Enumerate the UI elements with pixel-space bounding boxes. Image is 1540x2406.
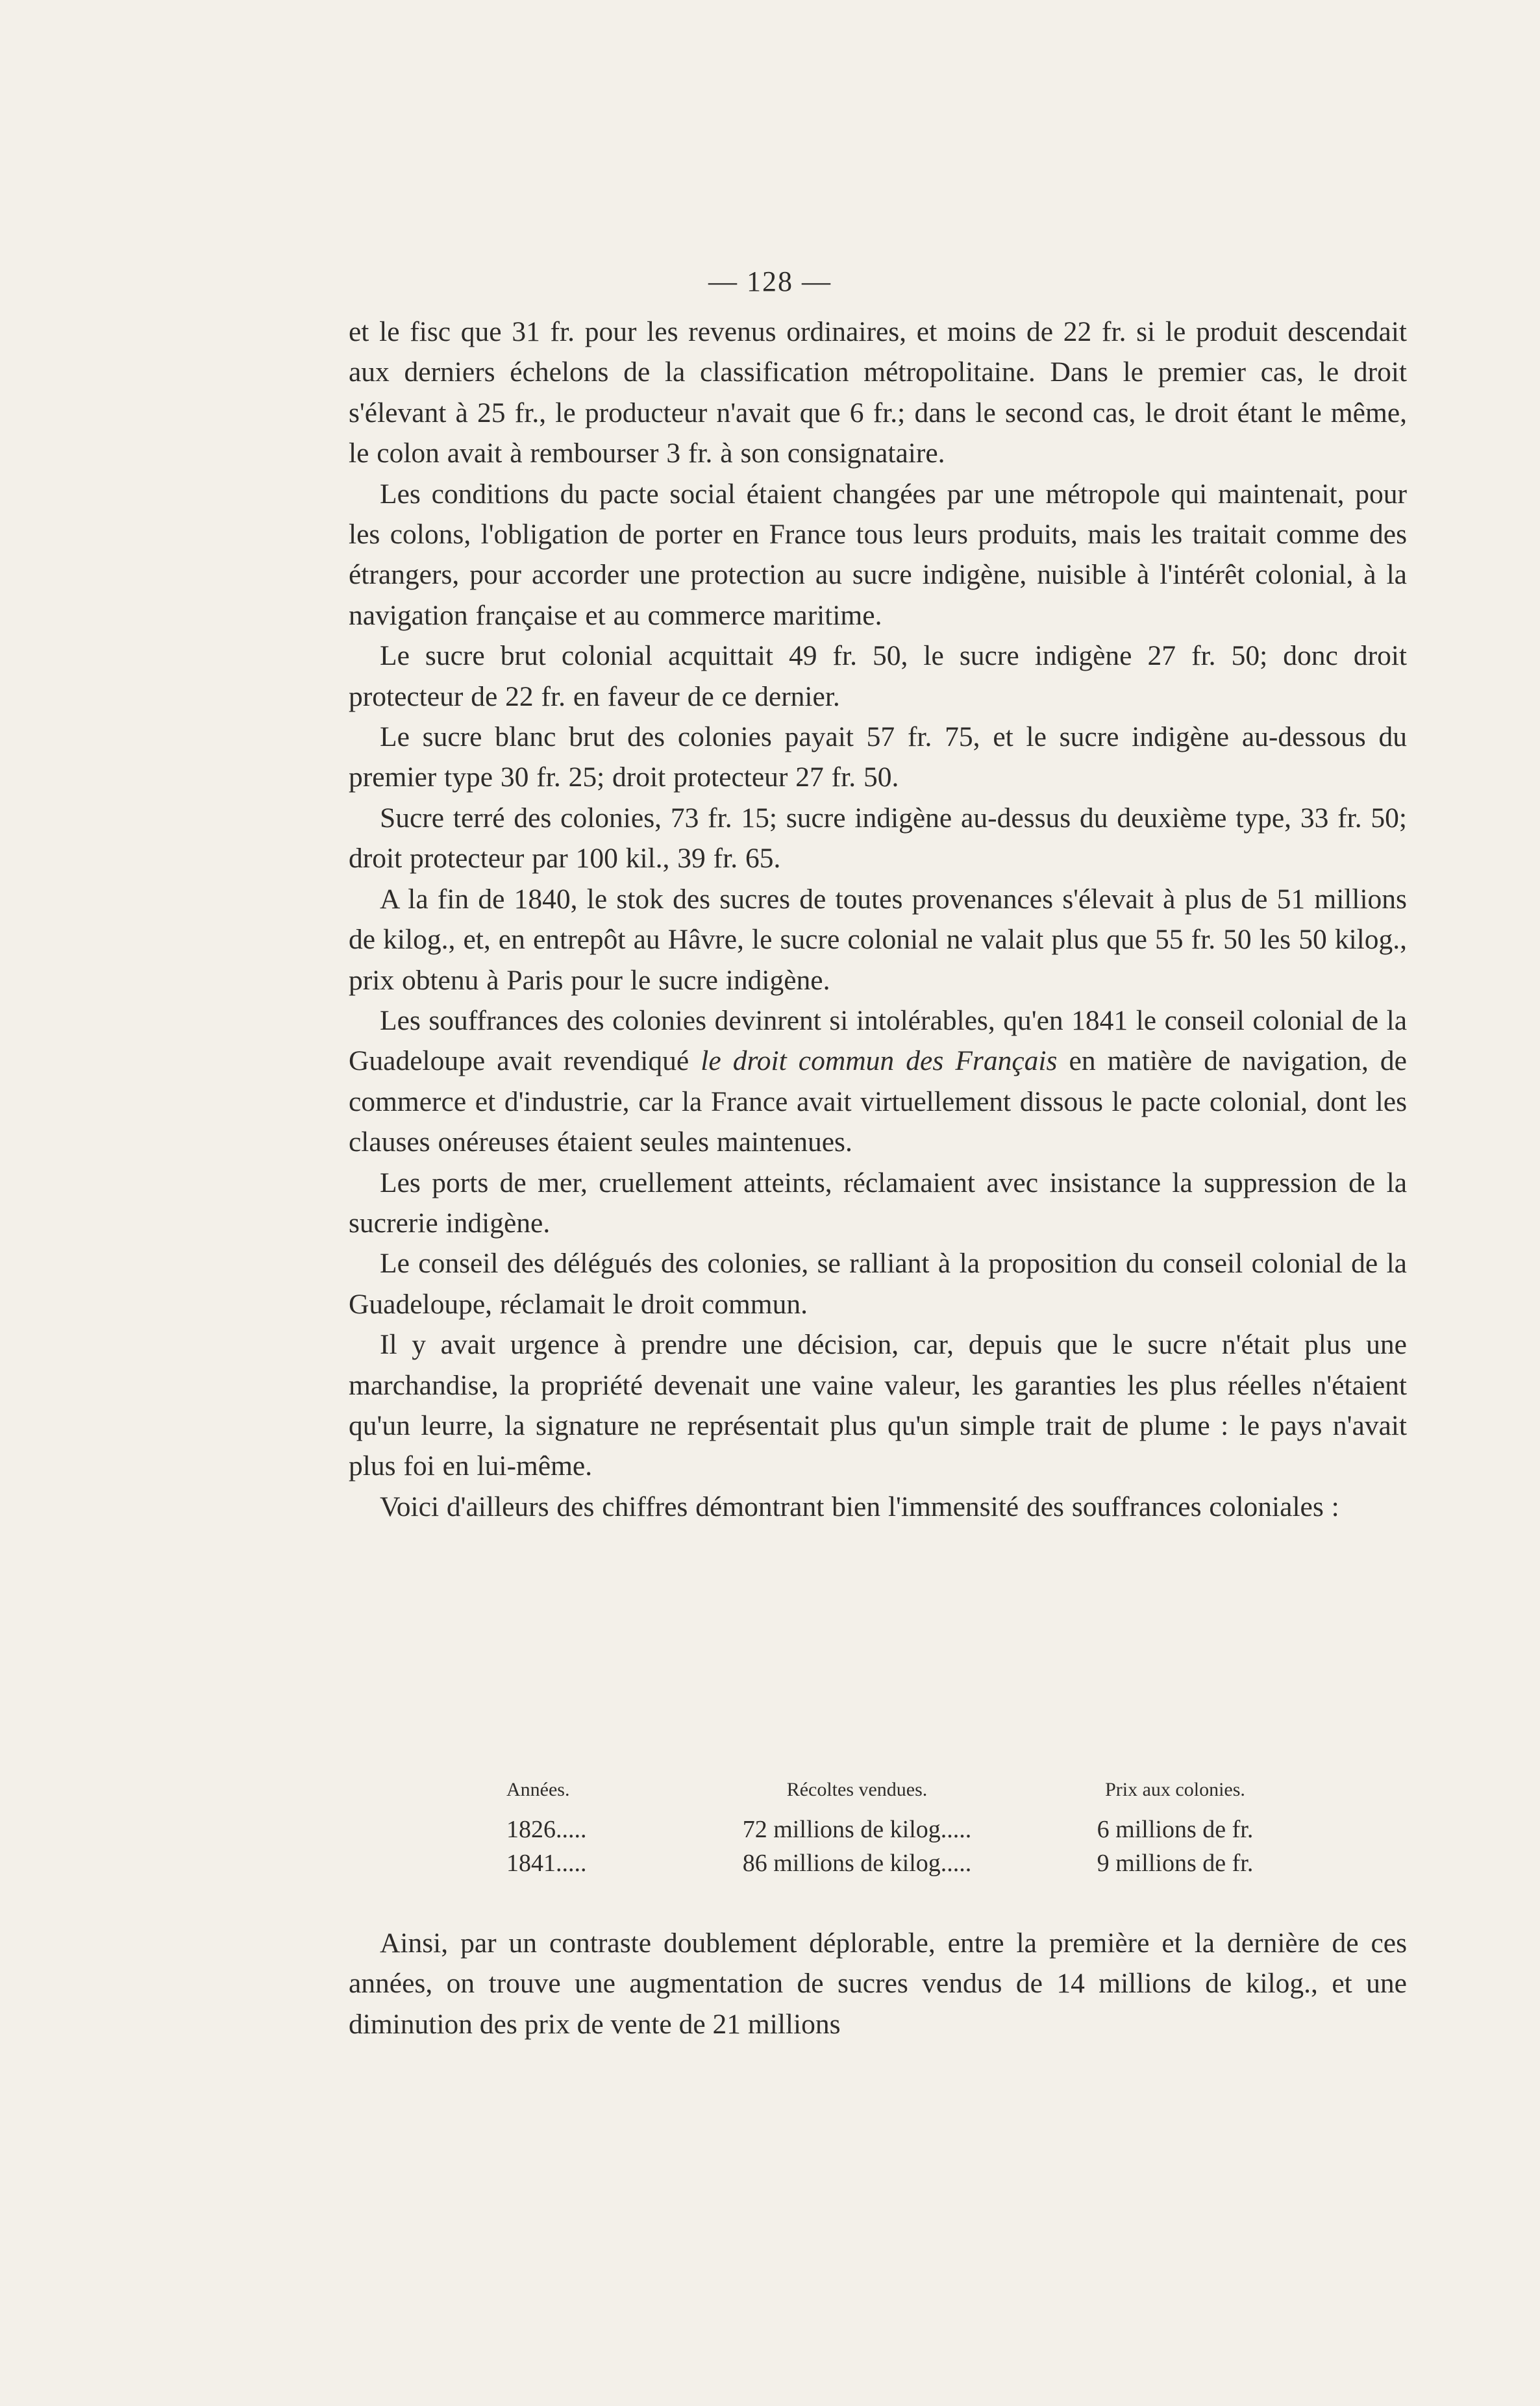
paragraph-2: Les conditions du pacte social étaient changées par une métropole qui maintenait, pour les colons, l'obligation de porter en France tous leurs produits, mais les traitait comme des étrangers, pour accorder une protection au sucre indigène, nuisible à l'intérêt colonial, à la navigation française et au commerce maritime.: [349, 478, 1407, 631]
closing-text: [349, 1923, 1407, 2044]
table-header-row: [506, 1779, 1318, 1813]
paragraph-6: A la fin de 1840, le stok des sucres de toutes provenances s'élevait à plus de 51 millions de kilog., et, en entrepôt au Hâvre, le sucre colonial ne valait plus que 55 fr. 50 les 50 kilog., prix obtenu à Paris pour le sucre indigène.: [349, 883, 1407, 996]
paragraph-10: Il y avait urgence à prendre une décision, car, depuis que le sucre n'était plus une marchandise, la propriété devenait une vaine valeur, les garanties les plus réelles n'étaient qu'un leurre, la signature ne représentait plus qu'un simple trait de plume : le pays n'avait plus foi en lui-même.: [349, 1329, 1407, 1482]
body-text: [349, 312, 1407, 1527]
paragraph-5: Sucre terré des colonies, 73 fr. 15; sucre indigène au-dessus du deuxième type, 33 fr. 50; droit protecteur par 100 kil., 39 fr. 65.: [349, 802, 1407, 874]
closing-paragraph: Ainsi, par un contraste doublement déplorable, entre la première et la dernière de ces années, on trouve une augmentation de sucres vendus de 14 millions de kilog., et une diminution des prix de vente de 21 millions: [349, 1928, 1407, 2040]
statistics-table: [506, 1779, 1318, 1880]
paragraph-11: Voici d'ailleurs des chiffres démontrant bien l'immensité des souffrances coloniales :: [380, 1491, 1339, 1522]
page-number: — 128 —: [708, 266, 832, 297]
paragraph-7: [349, 1000, 1407, 1163]
table-row: [506, 1813, 1318, 1846]
cell-year: 1826.....: [506, 1816, 587, 1843]
cell-harvest: 72 millions de kilog.....: [742, 1816, 972, 1843]
paragraph-9: Le conseil des délégués des colonies, se ralliant à la proposition du conseil colonial de la Guadeloupe, réclamait le droit commun.: [349, 1248, 1407, 1320]
header-prices: Prix aux colonies.: [1105, 1779, 1245, 1800]
cell-price: 9 millions de fr.: [1097, 1850, 1254, 1877]
table-row: [506, 1846, 1318, 1880]
paragraph-7-end: en matière de navigation, de commerce et d'industrie, car la France avait virtuellement dissous le pacte colonial, dont les clauses onéreuses étaient seules maintenues.: [349, 1045, 1407, 1158]
cell-year: 1841.....: [506, 1850, 587, 1877]
paragraph-7-start: Les souffrances des colonies devinrent si intolérables, qu'en 1841 le conseil colonial de la Guadeloupe avait revendiqué: [349, 1004, 1407, 1077]
cell-harvest: 86 millions de kilog.....: [742, 1850, 972, 1877]
header-harvests: Récoltes vendues.: [786, 1779, 928, 1800]
cell-price: 6 millions de fr.: [1097, 1816, 1254, 1843]
header-years: Années.: [506, 1779, 570, 1800]
paragraph-8: Les ports de mer, cruellement atteints, réclamaient avec insistance la suppression de la sucrerie indigène.: [349, 1167, 1407, 1239]
paragraph-1: et le fisc que 31 fr. pour les revenus ordinaires, et moins de 22 fr. si le produit descendait aux derniers échelons de la classification métropolitaine. Dans le premier cas, le droit s'élevant à 25 fr., le producteur n'avait que 6 fr.; dans le second cas, le droit étant le même, le colon avait à rembourser 3 fr. à son consignataire.: [349, 316, 1407, 469]
paragraph-4: Le sucre blanc brut des colonies payait 57 fr. 75, et le sucre indigène au-dessous du premier type 30 fr. 25; droit protecteur 27 fr. 50.: [349, 721, 1407, 793]
statistics-table-block: [0, 1779, 1540, 1880]
paragraph-7-italic: le droit commun des Français: [701, 1045, 1058, 1077]
paragraph-3: Le sucre brut colonial acquittait 49 fr. 50, le sucre indigène 27 fr. 50; donc droit protecteur de 22 fr. en faveur de ce dernier.: [349, 640, 1407, 712]
